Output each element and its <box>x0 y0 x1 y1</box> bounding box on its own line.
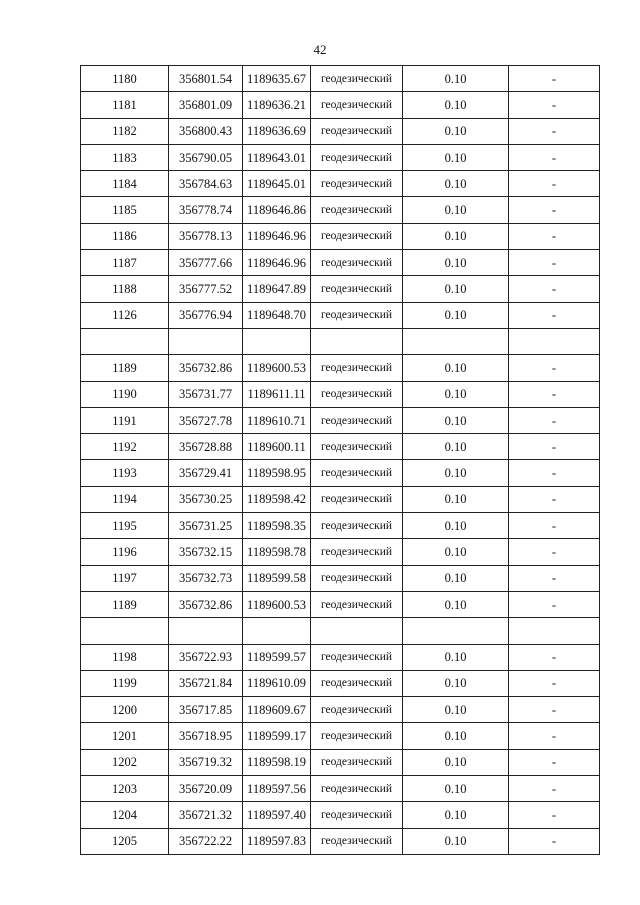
y-coordinate-cell: 1189646.96 <box>243 223 311 249</box>
table-row <box>81 618 600 644</box>
accuracy-cell: 0.10 <box>403 697 509 723</box>
method-cell: геодезический <box>311 302 403 328</box>
method-cell <box>311 618 403 644</box>
accuracy-cell: 0.10 <box>403 670 509 696</box>
x-coordinate-cell: 356720.09 <box>169 776 243 802</box>
point-number-cell: 1185 <box>81 197 169 223</box>
y-coordinate-cell <box>243 328 311 354</box>
y-coordinate-cell: 1189599.57 <box>243 644 311 670</box>
note-cell: - <box>509 355 600 381</box>
y-coordinate-cell: 1189635.67 <box>243 66 311 92</box>
y-coordinate-cell: 1189648.70 <box>243 302 311 328</box>
note-cell: - <box>509 66 600 92</box>
y-coordinate-cell: 1189609.67 <box>243 697 311 723</box>
table-row <box>81 539 600 565</box>
accuracy-cell: 0.10 <box>403 118 509 144</box>
method-cell: геодезический <box>311 670 403 696</box>
method-cell: геодезический <box>311 434 403 460</box>
accuracy-cell: 0.10 <box>403 723 509 749</box>
accuracy-cell: 0.10 <box>403 513 509 539</box>
accuracy-cell: 0.10 <box>403 460 509 486</box>
table-row <box>81 749 600 775</box>
note-cell: - <box>509 828 600 854</box>
x-coordinate-cell <box>169 618 243 644</box>
table-row <box>81 381 600 407</box>
note-cell: - <box>509 697 600 723</box>
method-cell: геодезический <box>311 118 403 144</box>
y-coordinate-cell: 1189600.53 <box>243 591 311 617</box>
x-coordinate-cell: 356717.85 <box>169 697 243 723</box>
coordinates-table <box>80 65 600 855</box>
point-number-cell: 1189 <box>81 591 169 617</box>
x-coordinate-cell: 356778.74 <box>169 197 243 223</box>
method-cell: геодезический <box>311 828 403 854</box>
x-coordinate-cell: 356731.25 <box>169 513 243 539</box>
note-cell: - <box>509 486 600 512</box>
note-cell: - <box>509 802 600 828</box>
note-cell: - <box>509 250 600 276</box>
accuracy-cell: 0.10 <box>403 276 509 302</box>
x-coordinate-cell: 356732.15 <box>169 539 243 565</box>
accuracy-cell: 0.10 <box>403 749 509 775</box>
table-row <box>81 434 600 460</box>
table-row <box>81 565 600 591</box>
method-cell: геодезический <box>311 171 403 197</box>
x-coordinate-cell: 356776.94 <box>169 302 243 328</box>
point-number-cell: 1199 <box>81 670 169 696</box>
note-cell: - <box>509 460 600 486</box>
y-coordinate-cell: 1189598.42 <box>243 486 311 512</box>
method-cell: геодезический <box>311 539 403 565</box>
point-number-cell: 1180 <box>81 66 169 92</box>
accuracy-cell: 0.10 <box>403 223 509 249</box>
y-coordinate-cell: 1189643.01 <box>243 144 311 170</box>
accuracy-cell: 0.10 <box>403 776 509 802</box>
table-row <box>81 697 600 723</box>
x-coordinate-cell: 356801.54 <box>169 66 243 92</box>
x-coordinate-cell: 356722.22 <box>169 828 243 854</box>
point-number-cell: 1193 <box>81 460 169 486</box>
y-coordinate-cell: 1189598.78 <box>243 539 311 565</box>
y-coordinate-cell: 1189597.83 <box>243 828 311 854</box>
accuracy-cell: 0.10 <box>403 644 509 670</box>
note-cell: - <box>509 776 600 802</box>
y-coordinate-cell: 1189636.69 <box>243 118 311 144</box>
accuracy-cell: 0.10 <box>403 171 509 197</box>
x-coordinate-cell: 356784.63 <box>169 171 243 197</box>
coordinates-table-body <box>81 66 600 855</box>
note-cell: - <box>509 407 600 433</box>
point-number-cell: 1202 <box>81 749 169 775</box>
table-row <box>81 276 600 302</box>
y-coordinate-cell: 1189646.86 <box>243 197 311 223</box>
point-number-cell: 1186 <box>81 223 169 249</box>
x-coordinate-cell: 356800.43 <box>169 118 243 144</box>
y-coordinate-cell: 1189646.96 <box>243 250 311 276</box>
table-row <box>81 92 600 118</box>
method-cell: геодезический <box>311 197 403 223</box>
x-coordinate-cell: 356721.32 <box>169 802 243 828</box>
x-coordinate-cell: 356718.95 <box>169 723 243 749</box>
note-cell: - <box>509 118 600 144</box>
x-coordinate-cell: 356777.52 <box>169 276 243 302</box>
method-cell: геодезический <box>311 250 403 276</box>
method-cell <box>311 328 403 354</box>
table-row <box>81 776 600 802</box>
y-coordinate-cell: 1189647.89 <box>243 276 311 302</box>
table-row <box>81 486 600 512</box>
point-number-cell: 1184 <box>81 171 169 197</box>
table-row <box>81 197 600 223</box>
point-number-cell: 1194 <box>81 486 169 512</box>
table-row <box>81 250 600 276</box>
x-coordinate-cell: 356721.84 <box>169 670 243 696</box>
accuracy-cell: 0.10 <box>403 434 509 460</box>
note-cell: - <box>509 197 600 223</box>
accuracy-cell: 0.10 <box>403 828 509 854</box>
x-coordinate-cell: 356722.93 <box>169 644 243 670</box>
note-cell: - <box>509 144 600 170</box>
table-row <box>81 670 600 696</box>
note-cell: - <box>509 591 600 617</box>
table-row <box>81 802 600 828</box>
method-cell: геодезический <box>311 591 403 617</box>
method-cell: геодезический <box>311 565 403 591</box>
y-coordinate-cell: 1189599.17 <box>243 723 311 749</box>
accuracy-cell: 0.10 <box>403 92 509 118</box>
table-row <box>81 591 600 617</box>
y-coordinate-cell <box>243 618 311 644</box>
method-cell: геодезический <box>311 697 403 723</box>
accuracy-cell: 0.10 <box>403 381 509 407</box>
accuracy-cell: 0.10 <box>403 486 509 512</box>
note-cell <box>509 328 600 354</box>
y-coordinate-cell: 1189636.21 <box>243 92 311 118</box>
method-cell: геодезический <box>311 460 403 486</box>
table-row <box>81 723 600 749</box>
table-row <box>81 644 600 670</box>
table-row <box>81 407 600 433</box>
point-number-cell: 1204 <box>81 802 169 828</box>
accuracy-cell <box>403 328 509 354</box>
point-number-cell: 1205 <box>81 828 169 854</box>
accuracy-cell: 0.10 <box>403 802 509 828</box>
x-coordinate-cell: 356732.86 <box>169 355 243 381</box>
point-number-cell: 1189 <box>81 355 169 381</box>
y-coordinate-cell: 1189610.71 <box>243 407 311 433</box>
method-cell: геодезический <box>311 276 403 302</box>
table-row <box>81 513 600 539</box>
note-cell: - <box>509 749 600 775</box>
table-row <box>81 355 600 381</box>
x-coordinate-cell: 356732.86 <box>169 591 243 617</box>
note-cell: - <box>509 565 600 591</box>
method-cell: геодезический <box>311 802 403 828</box>
note-cell: - <box>509 670 600 696</box>
accuracy-cell: 0.10 <box>403 302 509 328</box>
accuracy-cell: 0.10 <box>403 539 509 565</box>
y-coordinate-cell: 1189598.35 <box>243 513 311 539</box>
x-coordinate-cell: 356790.05 <box>169 144 243 170</box>
x-coordinate-cell: 356730.25 <box>169 486 243 512</box>
accuracy-cell: 0.10 <box>403 144 509 170</box>
y-coordinate-cell: 1189598.19 <box>243 749 311 775</box>
point-number-cell <box>81 618 169 644</box>
point-number-cell: 1182 <box>81 118 169 144</box>
y-coordinate-cell: 1189600.53 <box>243 355 311 381</box>
y-coordinate-cell: 1189597.56 <box>243 776 311 802</box>
table-row <box>81 828 600 854</box>
point-number-cell: 1188 <box>81 276 169 302</box>
method-cell: геодезический <box>311 407 403 433</box>
method-cell: геодезический <box>311 723 403 749</box>
x-coordinate-cell: 356719.32 <box>169 749 243 775</box>
method-cell: геодезический <box>311 381 403 407</box>
point-number-cell: 1198 <box>81 644 169 670</box>
accuracy-cell: 0.10 <box>403 355 509 381</box>
table-row <box>81 66 600 92</box>
method-cell: геодезический <box>311 749 403 775</box>
note-cell: - <box>509 276 600 302</box>
x-coordinate-cell: 356727.78 <box>169 407 243 433</box>
y-coordinate-cell: 1189597.40 <box>243 802 311 828</box>
accuracy-cell: 0.10 <box>403 197 509 223</box>
table-row <box>81 171 600 197</box>
point-number-cell: 1197 <box>81 565 169 591</box>
y-coordinate-cell: 1189598.95 <box>243 460 311 486</box>
point-number-cell: 1192 <box>81 434 169 460</box>
accuracy-cell: 0.10 <box>403 250 509 276</box>
x-coordinate-cell: 356778.13 <box>169 223 243 249</box>
x-coordinate-cell: 356732.73 <box>169 565 243 591</box>
note-cell <box>509 618 600 644</box>
x-coordinate-cell: 356777.66 <box>169 250 243 276</box>
y-coordinate-cell: 1189600.11 <box>243 434 311 460</box>
x-coordinate-cell: 356729.41 <box>169 460 243 486</box>
accuracy-cell: 0.10 <box>403 565 509 591</box>
method-cell: геодезический <box>311 223 403 249</box>
note-cell: - <box>509 644 600 670</box>
y-coordinate-cell: 1189610.09 <box>243 670 311 696</box>
table-row <box>81 460 600 486</box>
point-number-cell: 1183 <box>81 144 169 170</box>
accuracy-cell: 0.10 <box>403 591 509 617</box>
point-number-cell: 1200 <box>81 697 169 723</box>
note-cell: - <box>509 171 600 197</box>
point-number-cell: 1196 <box>81 539 169 565</box>
point-number-cell: 1190 <box>81 381 169 407</box>
accuracy-cell: 0.10 <box>403 66 509 92</box>
x-coordinate-cell: 356728.88 <box>169 434 243 460</box>
point-number-cell: 1191 <box>81 407 169 433</box>
page-number: 42 <box>313 42 327 57</box>
method-cell: геодезический <box>311 144 403 170</box>
method-cell: геодезический <box>311 92 403 118</box>
y-coordinate-cell: 1189645.01 <box>243 171 311 197</box>
note-cell: - <box>509 434 600 460</box>
table-row <box>81 223 600 249</box>
x-coordinate-cell: 356731.77 <box>169 381 243 407</box>
point-number-cell: 1195 <box>81 513 169 539</box>
method-cell: геодезический <box>311 66 403 92</box>
method-cell: геодезический <box>311 355 403 381</box>
y-coordinate-cell: 1189599.58 <box>243 565 311 591</box>
note-cell: - <box>509 539 600 565</box>
note-cell: - <box>509 513 600 539</box>
note-cell: - <box>509 381 600 407</box>
method-cell: геодезический <box>311 644 403 670</box>
method-cell: геодезический <box>311 486 403 512</box>
table-row <box>81 302 600 328</box>
point-number-cell <box>81 328 169 354</box>
accuracy-cell: 0.10 <box>403 407 509 433</box>
note-cell: - <box>509 723 600 749</box>
method-cell: геодезический <box>311 776 403 802</box>
point-number-cell: 1187 <box>81 250 169 276</box>
note-cell: - <box>509 92 600 118</box>
table-row <box>81 144 600 170</box>
x-coordinate-cell <box>169 328 243 354</box>
method-cell: геодезический <box>311 513 403 539</box>
table-row <box>81 328 600 354</box>
point-number-cell: 1126 <box>81 302 169 328</box>
accuracy-cell <box>403 618 509 644</box>
point-number-cell: 1203 <box>81 776 169 802</box>
note-cell: - <box>509 223 600 249</box>
x-coordinate-cell: 356801.09 <box>169 92 243 118</box>
y-coordinate-cell: 1189611.11 <box>243 381 311 407</box>
note-cell: - <box>509 302 600 328</box>
point-number-cell: 1181 <box>81 92 169 118</box>
table-row <box>81 118 600 144</box>
point-number-cell: 1201 <box>81 723 169 749</box>
